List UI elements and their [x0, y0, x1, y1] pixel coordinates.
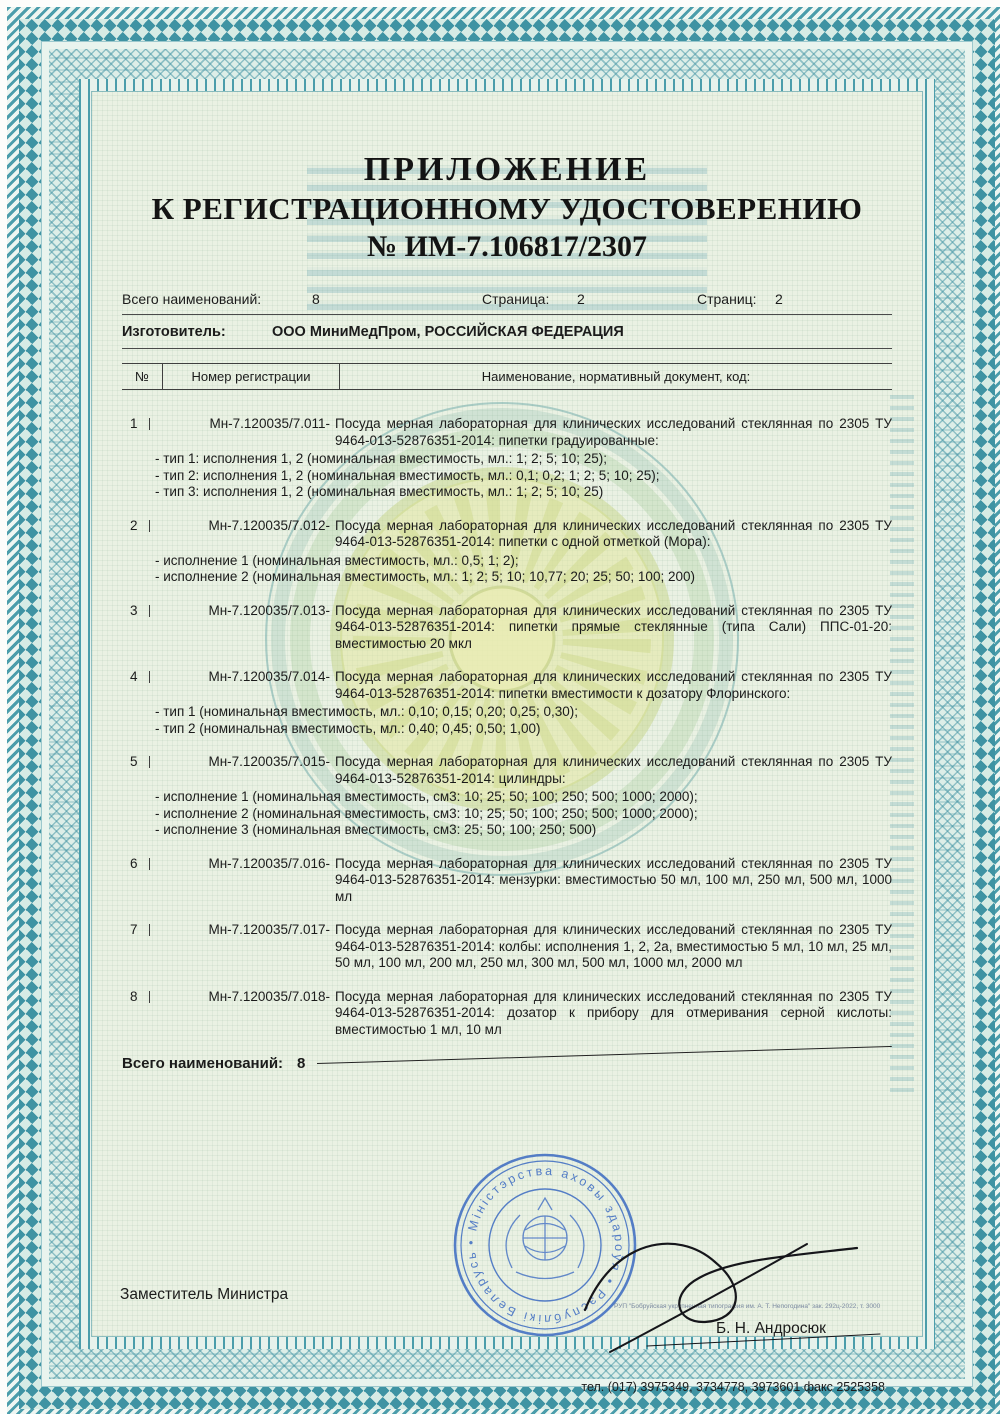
item-description: Посуда мерная лабораторная для клинических исследований стеклянная по 2305 ТУ 9464-013-52876351-2014: цилиндры: — [335, 754, 892, 786]
total-items-value: 8 — [312, 291, 320, 307]
subitem: - исполнение 3 (номинальная вместимость, см3: 25; 50; 100; 250; 500) — [155, 822, 597, 837]
divider-tick — [149, 858, 150, 870]
blank-space-strike-line — [317, 1046, 891, 1064]
contact-phones: тел. (017) 3975349, 3734778, 3973601 факс 2525358 — [581, 1380, 885, 1394]
manufacturer-value: ООО МиниМедПром, РОССИЙСКАЯ ФЕДЕРАЦИЯ — [272, 324, 624, 340]
total-items-label: Всего наименований: — [122, 291, 262, 307]
manufacturer-row — [122, 324, 892, 349]
document-title — [122, 150, 892, 265]
row-number: 3 — [122, 603, 158, 653]
col-registration-header: Номер регистрации — [163, 364, 340, 389]
divider-tick — [149, 991, 150, 1003]
registration-number: Мн-7.120035/7.013- — [208, 602, 330, 618]
subitem: - тип 1: исполнения 1, 2 (номинальная вместимость, мл.: 1; 2; 5; 10; 25); — [155, 451, 607, 466]
subitem: - исполнение 1 (номинальная вместимость, мл.: 0,5; 1; 2); — [155, 552, 519, 568]
col-number-header: № — [122, 364, 163, 389]
meta-row — [122, 291, 892, 315]
totals-label: Всего наименований: — [122, 1055, 284, 1072]
row-number: 5 — [122, 754, 158, 787]
subitem: - исполнение 1 (номинальная вместимость, см3: 10; 25; 50; 100; 250; 500; 1000; 2000); — [155, 789, 698, 804]
table-row — [122, 669, 892, 737]
registration-number: Мн-7.120035/7.016- — [208, 855, 330, 871]
item-description: Посуда мерная лабораторная для клинических исследований стеклянная по 2305 ТУ 9464-013-52876351-2014: пипетки прямые стеклянные (типа Сали) ППС-01-20: вместимостью 20 мкл — [335, 602, 892, 651]
table-row — [122, 856, 892, 906]
item-description: Посуда мерная лабораторная для клинических исследований стеклянная по 2305 ТУ 9464-013-52876351-2014: дозатор к прибору для отмеривания серной кислоты: вместимостью 1 мл, 10 мл — [335, 988, 892, 1037]
item-subitems — [155, 704, 892, 737]
table-row — [122, 989, 892, 1039]
registration-number: Мн-7.120035/7.011- — [209, 416, 330, 431]
item-description: Посуда мерная лабораторная для клинических исследований стеклянная по 2305 ТУ 9464-013-52876351-2014: колбы: исполнения 1, 2, 2а, вместимостью 5 мл, 10 мл, 25 мл, 50 мл, 100 мл, 200 мл, 250 мл, 300 мл, 500 мл, 1000 мл, 2000 мл — [335, 922, 892, 970]
item-description: Посуда мерная лабораторная для клинических исследований стеклянная по 2305 ТУ 9464-013-52876351-2014: пипетки с одной отметкой (Мора): — [335, 517, 892, 549]
divider-tick — [149, 756, 150, 768]
items-list — [122, 416, 892, 1038]
divider-tick — [149, 924, 150, 936]
pages-label: Страниц: — [697, 291, 757, 307]
manufacturer-label: Изготовитель: — [122, 324, 226, 340]
table-row — [122, 922, 892, 972]
page-value: 2 — [577, 291, 585, 307]
stamp-ring-text: • Міністэрства аховы здароўя • Рэспублікі Беларусь — [463, 1163, 627, 1327]
subitem: - тип 1 (номинальная вместимость, мл.: 0,10; 0,15; 0,20; 0,25; 0,30); — [155, 704, 579, 719]
printing-house-note: РУП "Бобруйская укрупненная типография им. А. Т. Непогодина" зак. 292ц-2022, т. 3000 — [614, 1303, 881, 1310]
title-line-1: ПРИЛОЖЕНИЕ — [363, 151, 651, 188]
col-name-header: Наименование, нормативный документ, код: — [481, 369, 751, 384]
row-number: 7 — [122, 922, 158, 972]
item-description: Посуда мерная лабораторная для клинических исследований стеклянная по 2305 ТУ 9464-013-52876351-2014: пипетки вместимости к дозатору Флоринского: — [335, 669, 892, 701]
item-description: Посуда мерная лабораторная для клинических исследований стеклянная по 2305 ТУ 9464-013-52876351-2014: мензурки: вместимостью 50 мл, 100 мл, 250 мл, 500 мл, 1000 мл — [335, 855, 892, 904]
item-description: Посуда мерная лабораторная для клинических исследований стеклянная по 2305 ТУ 9464-013-52876351-2014: пипетки градуированные: — [335, 416, 892, 448]
totals-value: 8 — [297, 1055, 306, 1072]
registration-number: Мн-7.120035/7.017- — [208, 922, 330, 937]
registration-number: Мн-7.120035/7.015- — [208, 754, 330, 769]
divider-tick — [149, 418, 150, 430]
subitem: - исполнение 2 (номинальная вместимость, см3: 10; 25; 50; 100; 250; 500; 1000; 2000); — [155, 805, 698, 821]
subitem: - тип 2: исполнения 1, 2 (номинальная вместимость, мл.: 0,1; 0,2; 1; 2; 5; 10; 25); — [155, 467, 660, 483]
row-number: 6 — [122, 856, 158, 906]
registration-number: Мн-7.120035/7.012- — [208, 517, 330, 533]
subitem: - тип 2 (номинальная вместимость, мл.: 0,40; 0,45; 0,50; 1,00) — [155, 720, 541, 736]
table-row — [122, 603, 892, 653]
table-header — [122, 363, 892, 390]
row-number: 4 — [122, 669, 158, 702]
title-line-2: К РЕГИСТРАЦИОННОМУ УДОСТОВЕРЕНИЮ — [151, 191, 863, 226]
item-subitems — [155, 553, 892, 586]
item-subitems — [155, 789, 892, 839]
row-number: 1 — [122, 416, 158, 449]
row-number: 2 — [122, 518, 158, 551]
table-row — [122, 518, 892, 586]
signatory-name: Б. Н. Андросюк — [716, 1320, 826, 1337]
divider-tick — [149, 520, 150, 532]
signatory-title: Заместитель Министра — [120, 1286, 289, 1303]
subitem: - тип 3: исполнения 1, 2 (номинальная вместимость, мл.: 1; 2; 5; 10; 25) — [155, 484, 604, 499]
divider-tick — [149, 671, 150, 683]
title-line-3: № ИМ-7.106817/2307 — [366, 230, 648, 263]
registration-number: Мн-7.120035/7.018- — [208, 988, 330, 1004]
item-subitems — [155, 451, 892, 501]
pages-value: 2 — [775, 291, 783, 307]
signature-stroke — [555, 1222, 890, 1362]
table-row — [122, 754, 892, 839]
totals-line — [122, 1055, 892, 1072]
registration-number: Мн-7.120035/7.014- — [208, 669, 330, 684]
table-row — [122, 416, 892, 501]
page-label: Страница: — [482, 291, 550, 307]
content-inner — [92, 150, 922, 1072]
row-number: 8 — [122, 989, 158, 1039]
subitem: - исполнение 2 (номинальная вместимость, мл.: 1; 2; 5; 10; 10,77; 20; 25; 50; 100; 200) — [155, 569, 695, 584]
divider-tick — [149, 605, 150, 617]
